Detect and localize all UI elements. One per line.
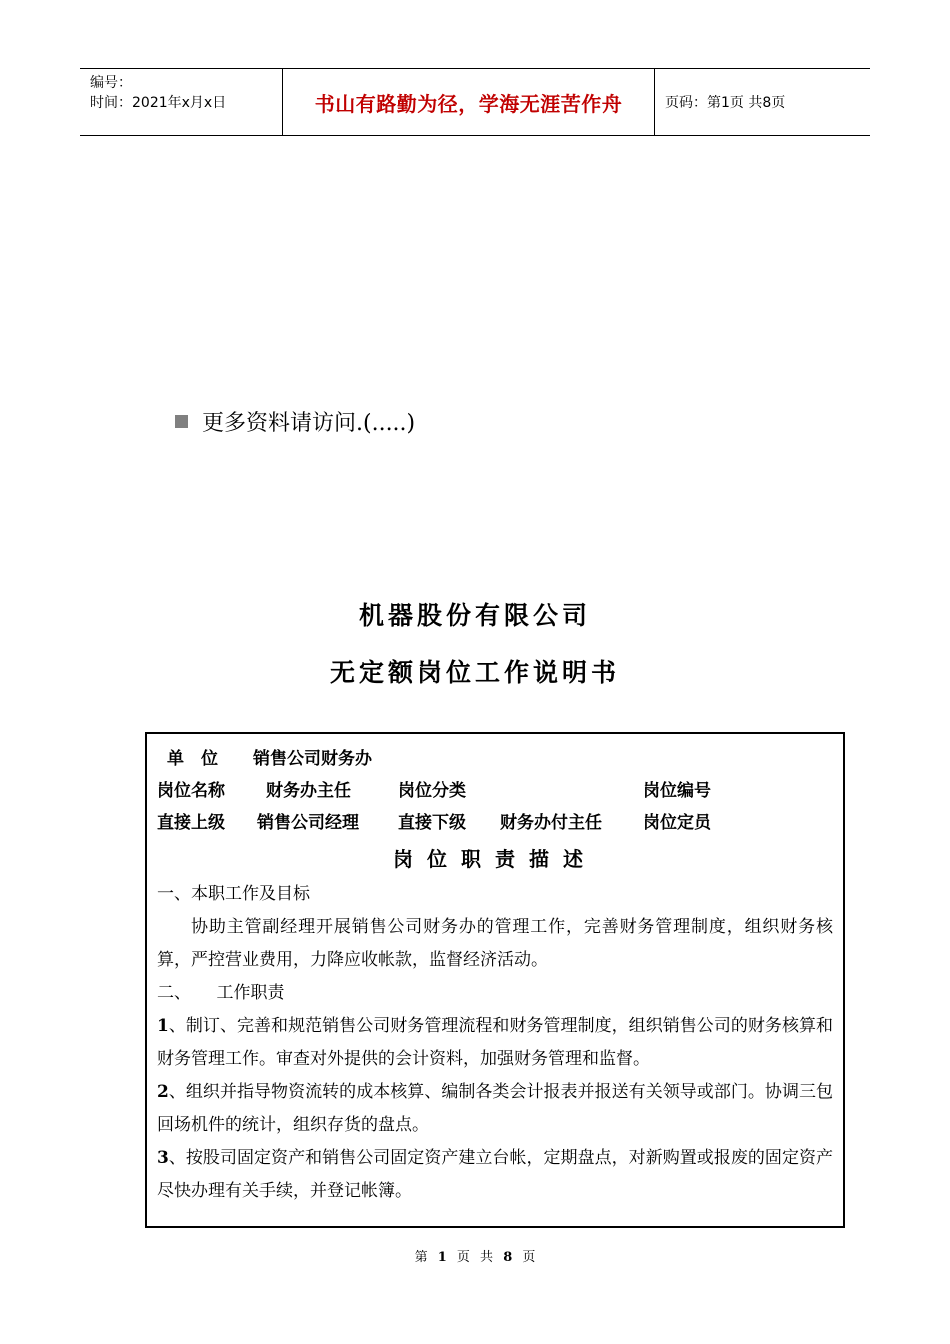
more-info-text: 更多资料请访问.(.....) xyxy=(202,411,416,436)
more-info-line xyxy=(175,406,415,437)
company-title: 机器股份有限公司 xyxy=(358,601,591,630)
duty-item-text: 、组织并指导物资流转的成本核算、编制各类会计报表并报送有关领导或部门。协调三包回场机件的统计，组织存货的盘点。 xyxy=(157,1082,833,1135)
document-title: 无定额岗位工作说明书 xyxy=(329,658,620,687)
footer-post: 页 xyxy=(522,1250,536,1265)
info-row-post xyxy=(157,772,833,804)
unit-value: 销售公司财务办 xyxy=(253,748,372,769)
duty-item-1 xyxy=(157,1010,833,1076)
footer-mid: 页 共 xyxy=(456,1250,494,1265)
footer-page-number: 1 xyxy=(437,1250,447,1265)
unit-label: 单 位 xyxy=(167,748,218,769)
page-header xyxy=(80,68,870,136)
post-name-value: 财务办主任 xyxy=(266,780,351,801)
info-row-relations xyxy=(157,804,833,836)
duty-item-text: 、按股司固定资产和销售公司固定资产建立台帐，定期盘点，对新购置或报废的固定资产尽快办理有关手续，并登记帐簿。 xyxy=(157,1148,833,1201)
duty-item-number: 1 xyxy=(157,1016,169,1036)
duty-item-number: 2 xyxy=(157,1082,169,1102)
section-1-text: 协助主管副经理开展销售公司财务办的管理工作，完善财务管理制度，组织财务核算，严控营业费用，力降应收帐款，监督经济活动。 xyxy=(157,917,833,970)
post-class-label: 岗位分类 xyxy=(398,780,466,801)
footer-total-pages: 8 xyxy=(503,1250,513,1265)
square-bullet-icon xyxy=(175,415,188,428)
section-1-title: 一、本职工作及目标 xyxy=(157,884,310,904)
duty-item-number: 3 xyxy=(157,1148,169,1168)
header-motto: 书山有路勤为径，学海无涯苦作舟 xyxy=(282,69,655,135)
staffing-label: 岗位定员 xyxy=(643,812,711,833)
section-heading: 岗位职责描述 xyxy=(393,846,597,871)
job-description-box xyxy=(145,732,845,1228)
superior-label: 直接上级 xyxy=(157,812,225,833)
number-label: 编号： xyxy=(90,75,132,91)
footer-pre: 第 xyxy=(414,1250,428,1265)
post-no-label: 岗位编号 xyxy=(643,780,711,801)
duty-item-2 xyxy=(157,1076,833,1142)
duty-item-text: 、制订、完善和规范销售公司财务管理流程和财务管理制度，组织销售公司的财务核算和财务管理工作。审查对外提供的会计资料，加强财务管理和监督。 xyxy=(157,1016,833,1069)
page-footer xyxy=(0,1246,950,1265)
time-label: 时间：2021年x月x日 xyxy=(90,95,227,111)
info-row-unit xyxy=(157,740,833,772)
post-name-label: 岗位名称 xyxy=(157,780,225,801)
subordinate-value: 财务办付主任 xyxy=(500,812,602,833)
duty-item-3 xyxy=(157,1142,833,1208)
section-2-title: 二、 工作职责 xyxy=(157,983,285,1003)
header-page-info: 页码：第1页 共8页 xyxy=(665,95,786,111)
subordinate-label: 直接下级 xyxy=(398,812,466,833)
superior-value: 销售公司经理 xyxy=(257,812,359,833)
header-meta xyxy=(80,69,282,135)
